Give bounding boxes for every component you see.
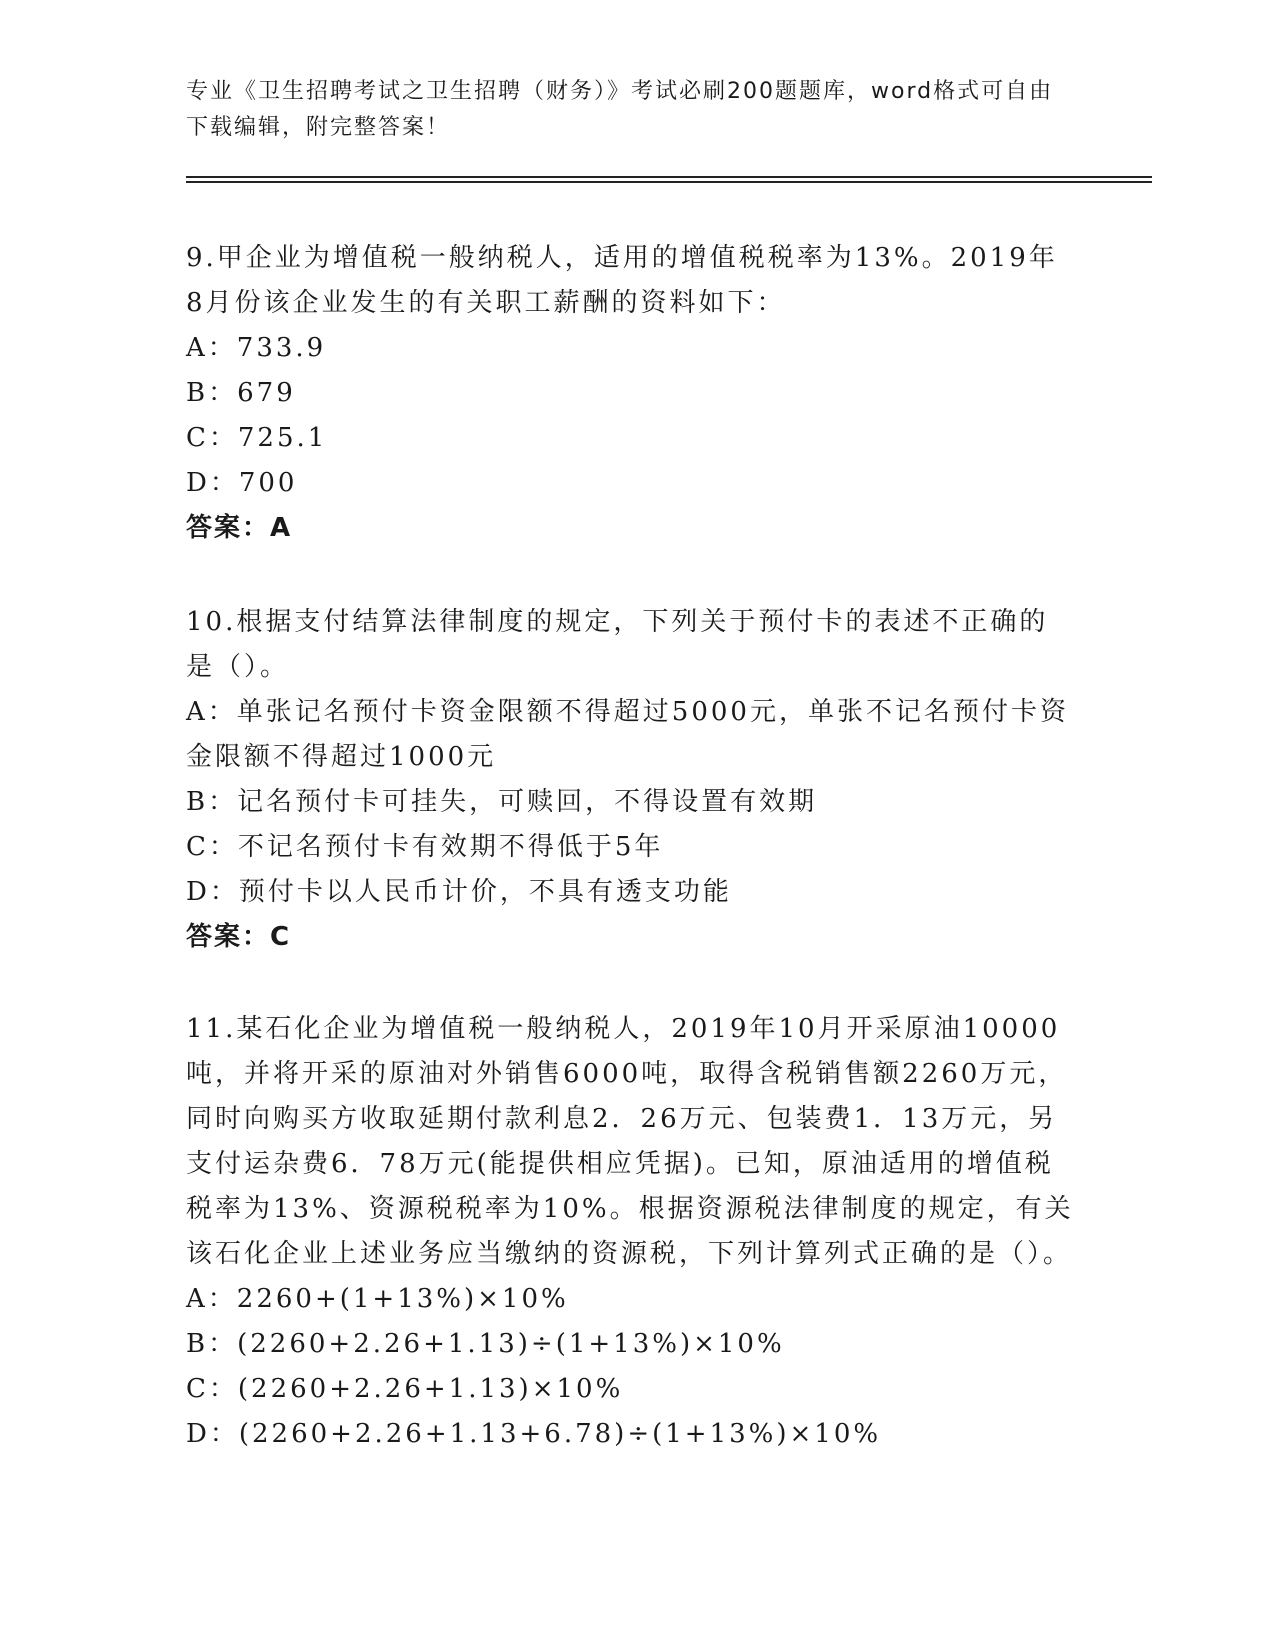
option-a: A：2260+(1+13%)×10% (186, 1284, 569, 1314)
document-header: 专业《卫生招聘考试之卫生招聘（财务）》考试必刷200题题库，word格式可自由下载编辑，附完整答案！ (186, 79, 1054, 140)
option-b: B：679 (186, 378, 296, 408)
option-d: D：预付卡以人民币计价，不具有透支功能 (186, 877, 732, 907)
question-stem: 10.根据支付结算法律制度的规定，下列关于预付卡的表述不正确的是（）。 (186, 607, 1049, 682)
question-11 (186, 1007, 1076, 1457)
option-d: D：700 (186, 468, 298, 498)
question-stem: 9.甲企业为增值税一般纳税人，适用的增值税税率为13%。2019年8月份该企业发生的有关职工薪酬的资料如下： (186, 243, 1058, 318)
option-d: D：(2260+2.26+1.13+6.78)÷(1+13%)×10% (186, 1419, 882, 1449)
question-9 (186, 236, 1076, 551)
answer-label: 答案：C (186, 922, 292, 952)
option-a: A：733.9 (186, 333, 327, 363)
option-a: A：单张记名预付卡资金限额不得超过5000元，单张不记名预付卡资金限额不得超过1000元 (186, 697, 1069, 772)
option-b: B：记名预付卡可挂失，可赎回，不得设置有效期 (186, 787, 818, 817)
question-10 (186, 600, 1076, 960)
option-c: C：(2260+2.26+1.13)×10% (186, 1374, 624, 1404)
option-c: C：725.1 (186, 423, 328, 453)
header-divider-bottom (186, 181, 1152, 183)
header-divider-top (186, 176, 1152, 178)
answer-label: 答案：A (186, 513, 293, 543)
option-b: B：(2260+2.26+1.13)÷(1+13%)×10% (186, 1329, 785, 1359)
option-c: C：不记名预付卡有效期不得低于5年 (186, 832, 664, 862)
question-stem: 11.某石化企业为增值税一般纳税人，2019年10月开采原油10000吨，并将开采的原油对外销售6000吨，取得含税销售额2260万元，同时向购买方收取延期付款利息2．26万元、包装费1．13万元，另支付运杂费6．78万元(能提供相应凭据)。已知，原油适用的增值税税率为13%、资源税税率为10%。根据资源税法律制度的规定，有关该石化企业上述业务应当缴纳的资源税，下列计算列式正确的是（）。 (186, 1014, 1074, 1269)
